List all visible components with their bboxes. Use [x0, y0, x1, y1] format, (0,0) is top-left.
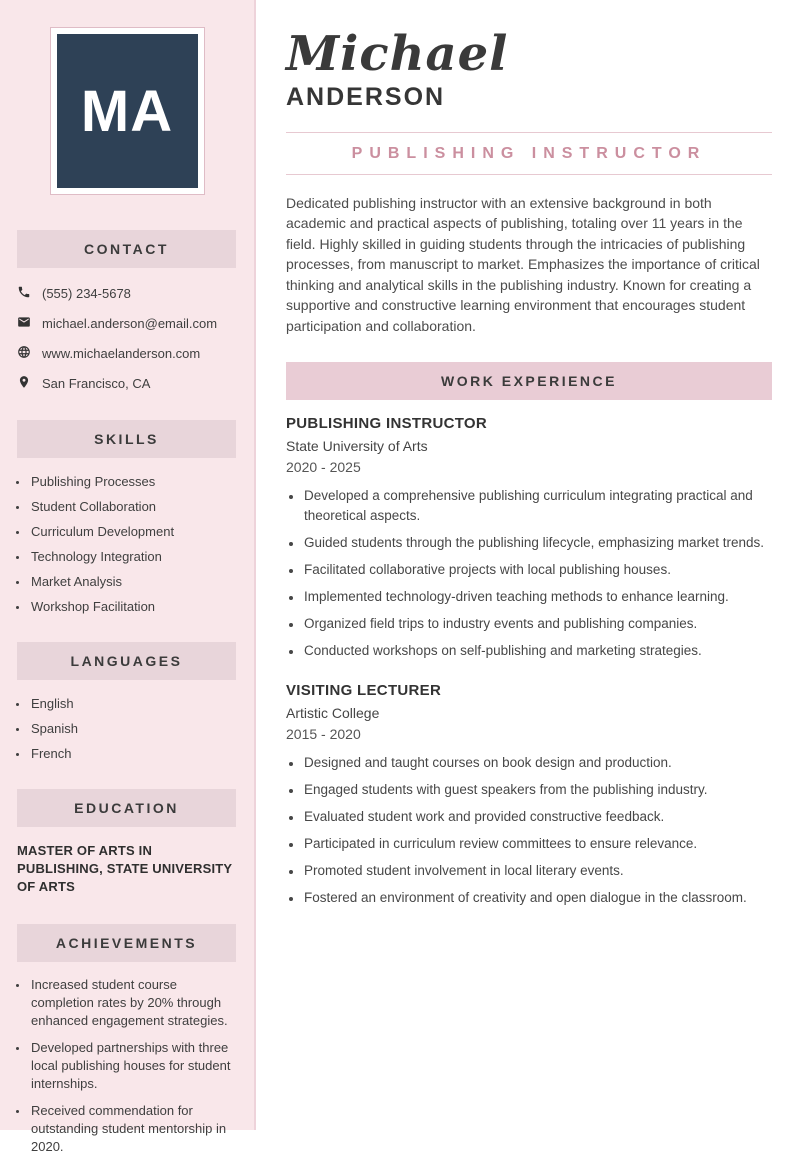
contact-website-value: www.michaelanderson.com [42, 346, 201, 361]
main-content [286, 0, 772, 915]
contact-row-phone [17, 285, 236, 302]
job-bullet: • Evaluated student work and provided constructive feedback. [303, 807, 772, 827]
divider-line [286, 174, 772, 175]
languages-section-header: LANGUAGES [17, 642, 236, 680]
contact-list [17, 285, 236, 392]
job-role: PUBLISHING INSTRUCTOR [286, 415, 488, 433]
email-icon [17, 315, 31, 332]
job-dates: 2015 - 2020 [286, 726, 361, 743]
job-role: VISITING LECTURER [286, 682, 442, 700]
contact-section-header: CONTACT [17, 230, 236, 268]
job-bullet: • Organized field trips to industry events and publishing companies. [303, 614, 772, 634]
job-title-banner: PUBLISHING INSTRUCTOR [351, 144, 707, 162]
skills-list [17, 474, 236, 614]
job-bullet: • Conducted workshops on self-publishing and marketing strategies. [303, 641, 772, 661]
languages-list [17, 696, 236, 761]
job-company: State University of Arts [286, 438, 428, 455]
skill-item: • Publishing Processes [29, 474, 236, 489]
job-bullet: • Developed a comprehensive publishing curriculum integrating practical and theoretical aspects. [303, 486, 772, 526]
job-entry [286, 415, 772, 661]
achievement-item: • Received commendation for outstanding student mentorship in 2020. [29, 1102, 240, 1156]
job-bullet: • Guided students through the publishing lifecycle, emphasizing market trends. [303, 533, 772, 553]
skill-item: • Market Analysis [29, 574, 236, 589]
location-icon [17, 375, 31, 392]
work-experience-section-header: WORK EXPERIENCE [286, 362, 772, 400]
contact-phone-value: (555) 234-5678 [42, 286, 131, 301]
phone-icon [17, 285, 31, 302]
skill-item: • Technology Integration [29, 549, 236, 564]
skill-item: • Curriculum Development [29, 524, 236, 539]
language-item: • English [29, 696, 236, 711]
achievements-section-header: ACHIEVEMENTS [17, 924, 236, 962]
achievements-list [17, 976, 240, 1156]
profile-summary: Dedicated publishing instructor with an extensive background in both academic and practical aspects of publishing, totaling over 11 years in the field. Highly skilled in guiding students through the intricacies of publishing processes, from manuscript to market. Emphasizes the importance of critical thinking and analytical skills in the publishing industry. Known for creating a supportive and constructive learning environment that encourages student participation and collaboration. [286, 194, 760, 334]
job-company: Artistic College [286, 705, 380, 722]
name-block [286, 28, 772, 112]
job-bullet: • Engaged students with guest speakers from the publishing industry. [303, 780, 772, 800]
sidebar [0, 0, 256, 1154]
job-bullet: • Promoted student involvement in local literary events. [303, 861, 772, 881]
job-bullet: • Designed and taught courses on book design and production. [303, 753, 772, 773]
job-bullet: • Facilitated collaborative projects with local publishing houses. [303, 560, 772, 580]
job-entry [286, 682, 772, 908]
job-bullet: • Implemented technology-driven teaching methods to enhance learning. [303, 587, 772, 607]
achievement-item: • Increased student course completion rates by 20% through enhanced engagement strategies. [29, 976, 240, 1030]
job-bullet-list [286, 753, 772, 908]
skill-item: • Workshop Facilitation [29, 599, 236, 614]
contact-location-value: San Francisco, CA [42, 376, 151, 391]
contact-row-location [17, 375, 236, 392]
last-name: ANDERSON [286, 82, 446, 111]
skill-item: • Student Collaboration [29, 499, 236, 514]
first-name: Michael [286, 26, 509, 82]
education-section-header: EDUCATION [17, 789, 236, 827]
monogram-initials: MA [57, 34, 198, 188]
job-bullet: • Fostered an environment of creativity and open dialogue in the classroom. [303, 888, 772, 908]
education-degree: MASTER OF ARTS IN PUBLISHING, STATE UNIVERSITY OF ARTS [17, 843, 233, 894]
contact-row-email [17, 315, 236, 332]
skills-section-header: SKILLS [17, 420, 236, 458]
job-dates: 2020 - 2025 [286, 459, 361, 476]
contact-email-value: michael.anderson@email.com [42, 316, 218, 331]
monogram-frame [50, 27, 205, 195]
language-item: • Spanish [29, 721, 236, 736]
job-bullet-list [286, 486, 772, 661]
achievement-item: • Developed partnerships with three local publishing houses for student internships. [29, 1039, 240, 1093]
globe-icon [17, 345, 31, 362]
job-bullet: • Participated in curriculum review committees to ensure relevance. [303, 834, 772, 854]
language-item: • French [29, 746, 236, 761]
contact-row-website [17, 345, 236, 362]
